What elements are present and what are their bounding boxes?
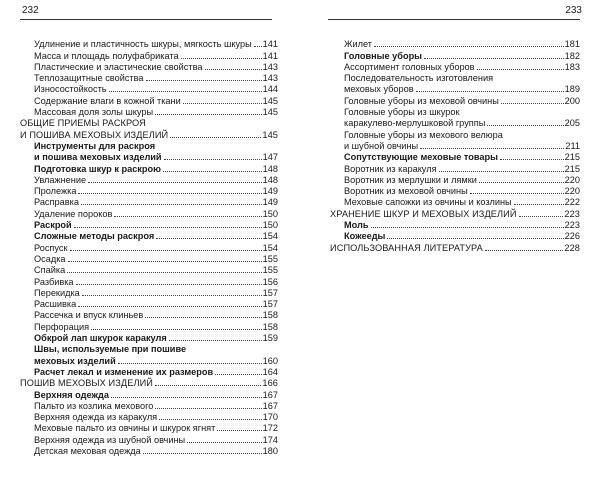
table-of-contents <box>20 38 278 456</box>
toc-entry-title: Удлинение и пластичность шкуры, мягкость шкуры <box>34 39 252 50</box>
toc-entry-page: 205 <box>564 118 580 129</box>
toc-entry-page: 154 <box>262 242 278 253</box>
toc-entry-page: 145 <box>262 129 278 140</box>
toc-entry <box>330 128 580 139</box>
toc-entry-title: Удаление пороков <box>34 208 113 219</box>
toc-entry-page: 189 <box>564 84 580 95</box>
dot-leader <box>254 46 262 47</box>
toc-entry <box>20 388 278 399</box>
toc-entry <box>330 94 580 105</box>
toc-entry-page: 167 <box>262 389 278 400</box>
toc-entry-title: Расшивка <box>34 299 77 310</box>
toc-entry-title: Жилет <box>344 39 372 50</box>
toc-entry <box>20 422 278 433</box>
toc-entry-page: 158 <box>262 321 278 332</box>
toc-entry <box>20 61 278 72</box>
toc-entry <box>20 433 278 444</box>
toc-entry-title: Головные уборы из меховой овчины <box>344 95 499 106</box>
toc-entry-page: 149 <box>262 197 278 208</box>
dot-leader <box>170 137 261 138</box>
toc-entry <box>20 83 278 94</box>
toc-entry-page: 144 <box>262 84 278 95</box>
toc-entry-title: Рассечка и впуск клиньев <box>34 310 144 321</box>
toc-section-entry <box>330 207 580 218</box>
toc-entry-page: 157 <box>262 299 278 310</box>
toc-entry-title: Износостойкость <box>34 84 107 95</box>
toc-entry-title: Роспуск <box>34 242 68 253</box>
toc-entry-title: Увлажнение <box>34 174 87 185</box>
toc-entry-title: Массовая доля золы шкуры <box>34 107 154 118</box>
toc-entry-title: и шубной овчины <box>344 140 419 151</box>
toc-entry-page: 145 <box>262 95 278 106</box>
toc-entry <box>20 320 278 331</box>
toc-entry <box>20 49 278 60</box>
table-of-contents <box>330 38 580 253</box>
toc-entry-page: 183 <box>564 61 580 72</box>
toc-entry-page: 157 <box>262 287 278 298</box>
toc-entry-title: каракулево-мерлушковой группы <box>344 118 486 129</box>
toc-entry <box>330 151 580 162</box>
toc-entry-page: 215 <box>564 163 580 174</box>
toc-entry <box>330 72 580 83</box>
dot-leader <box>145 317 261 318</box>
dot-leader <box>82 295 262 296</box>
toc-entry-title: Подготовка шкур к раскрою <box>34 163 161 174</box>
dot-leader <box>374 46 564 47</box>
dot-leader <box>68 261 262 262</box>
toc-entry-title: ИСПОЛЬЗОВАННАЯ ЛИТЕРАТУРА <box>330 242 483 253</box>
toc-entry-page: 156 <box>262 276 278 287</box>
toc-entry-page: 158 <box>262 310 278 321</box>
toc-entry <box>330 219 580 230</box>
toc-entry-title: Осадка <box>34 253 66 264</box>
dot-leader <box>118 363 262 364</box>
dot-leader <box>78 306 261 307</box>
dot-leader <box>514 204 564 205</box>
dot-leader <box>74 227 262 228</box>
dot-leader <box>187 442 262 443</box>
dot-leader <box>477 69 564 70</box>
toc-entry-title: Пролежка <box>34 186 77 197</box>
dot-leader <box>111 397 262 398</box>
dot-leader <box>387 238 563 239</box>
toc-entry <box>330 106 580 117</box>
toc-entry <box>20 343 278 354</box>
toc-entry-page: 160 <box>262 355 278 366</box>
dot-leader <box>500 159 564 160</box>
dot-leader <box>91 329 262 330</box>
toc-entry-page: 172 <box>262 423 278 434</box>
toc-entry-title: меховых изделий <box>34 355 116 366</box>
toc-entry-title: Сопутствующие меховые товары <box>344 152 498 163</box>
toc-entry-page: 155 <box>262 253 278 264</box>
toc-entry-page: 155 <box>262 265 278 276</box>
toc-entry <box>20 241 278 252</box>
dot-leader <box>159 419 262 420</box>
toc-entry <box>20 400 278 411</box>
toc-entry <box>20 332 278 343</box>
dot-leader <box>163 171 262 172</box>
toc-entry <box>20 94 278 105</box>
toc-entry <box>20 298 278 309</box>
dot-leader <box>67 272 261 273</box>
toc-entry-title: и пошива меховых изделий <box>34 152 162 163</box>
dot-leader <box>424 58 564 59</box>
toc-entry <box>330 174 580 185</box>
toc-entry-title: И ПОШИВА МЕХОВЫХ ИЗДЕЛИЙ <box>20 129 169 140</box>
toc-entry <box>330 83 580 94</box>
toc-entry <box>20 264 278 275</box>
toc-entry-page: 154 <box>262 231 278 242</box>
toc-entry <box>20 219 278 230</box>
toc-entry-page: 147 <box>262 152 278 163</box>
toc-entry <box>20 309 278 320</box>
toc-entry-page: 220 <box>564 174 580 185</box>
header-rule <box>20 19 272 20</box>
dot-leader <box>88 182 262 183</box>
toc-entry-title: Верхняя одежда из шубной овчины <box>34 434 186 445</box>
toc-entry-title: Головные уборы <box>344 50 423 61</box>
toc-entry-page: 222 <box>564 197 580 208</box>
dot-leader <box>183 103 262 104</box>
toc-entry-title: Обкрой лап шкурок каракуля <box>34 333 167 344</box>
toc-entry-title: Перекидка <box>34 287 80 298</box>
toc-entry-title: ПОШИВ МЕХОВЫХ ИЗДЕЛИЙ <box>20 378 153 389</box>
dot-leader <box>70 250 262 251</box>
toc-entry <box>330 196 580 207</box>
toc-entry-page: 143 <box>262 73 278 84</box>
toc-entry-title: Перфорация <box>34 321 90 332</box>
toc-section-entry <box>20 117 278 128</box>
toc-entry-title: Детская меховая одежда <box>34 445 141 456</box>
toc-entry-page: 223 <box>564 220 580 231</box>
dot-leader <box>215 374 262 375</box>
toc-entry-page: 141 <box>262 39 278 50</box>
toc-entry-page: 150 <box>262 220 278 231</box>
toc-entry-title: Пластические и эластические свойства <box>34 61 203 72</box>
toc-entry-page: 215 <box>564 152 580 163</box>
dot-leader <box>205 69 262 70</box>
toc-entry-title: Воротник из мерлушки и лямки <box>344 174 477 185</box>
toc-entry-title: Моль <box>344 220 369 231</box>
toc-entry <box>20 354 278 365</box>
toc-entry-page: 174 <box>262 434 278 445</box>
toc-entry-title: Верхняя одежда <box>34 389 109 400</box>
toc-entry <box>330 49 580 60</box>
toc-entry-title: Воротник из меховой овчины <box>344 186 468 197</box>
dot-leader <box>78 193 261 194</box>
toc-entry-page: 150 <box>262 208 278 219</box>
toc-entry-title: Раскрой <box>34 220 72 231</box>
toc-entry <box>20 275 278 286</box>
toc-entry-page: 143 <box>262 61 278 72</box>
toc-entry-page: 141 <box>262 50 278 61</box>
toc-entry-page: 220 <box>564 186 580 197</box>
dot-leader <box>169 340 262 341</box>
toc-entry-title: Ассортимент головных уборов <box>344 61 475 72</box>
dot-leader <box>76 284 262 285</box>
dot-leader <box>164 159 262 160</box>
toc-entry <box>20 196 278 207</box>
toc-entry-page: 148 <box>262 174 278 185</box>
toc-entry-title: меховых уборов <box>344 84 414 95</box>
dot-leader <box>519 216 564 217</box>
toc-entry <box>20 253 278 264</box>
page-number: 233 <box>565 5 582 16</box>
dot-leader <box>109 91 262 92</box>
toc-entry <box>330 38 580 49</box>
toc-entry-title: ОБЩИЕ ПРИЕМЫ РАСКРОЯ <box>20 118 146 129</box>
toc-entry-page: 181 <box>564 39 580 50</box>
toc-entry <box>330 140 580 151</box>
dot-leader <box>156 238 261 239</box>
toc-entry <box>20 366 278 377</box>
right-page <box>300 0 600 491</box>
toc-entry <box>330 185 580 196</box>
toc-entry-page: 167 <box>262 400 278 411</box>
toc-entry-title: Спайка <box>34 265 66 276</box>
toc-entry-title: Разбивка <box>34 276 74 287</box>
dot-leader <box>416 91 564 92</box>
toc-entry-title: ХРАНЕНИЕ ШКУР И МЕХОВЫХ ИЗДЕЛИЙ <box>330 208 517 219</box>
toc-entry-title: Содержание влаги в кожной ткани <box>34 95 181 106</box>
dot-leader <box>155 114 262 115</box>
toc-entry <box>20 230 278 241</box>
toc-entry-page: 149 <box>262 186 278 197</box>
toc-entry-title: Пальто из козлика мехового <box>34 400 154 411</box>
toc-entry <box>20 106 278 117</box>
toc-entry-page: 159 <box>262 333 278 344</box>
toc-entry-title: Воротник из каракуля <box>344 163 437 174</box>
toc-entry <box>20 174 278 185</box>
toc-entry-page: 166 <box>262 378 278 389</box>
dot-leader <box>217 430 261 431</box>
dot-leader <box>420 148 564 149</box>
toc-entry-page: 145 <box>262 107 278 118</box>
toc-entry <box>20 445 278 456</box>
dot-leader <box>155 385 261 386</box>
dot-leader <box>470 193 564 194</box>
toc-entry-page: 211 <box>565 140 580 151</box>
toc-entry-title: Последовательность изготовления <box>344 73 494 84</box>
toc-entry-title: Масса и площадь полуфабриката <box>34 50 179 61</box>
toc-entry <box>20 72 278 83</box>
dot-leader <box>81 204 262 205</box>
toc-entry-title: Верхняя одежда из каракуля <box>34 412 158 423</box>
toc-entry <box>20 38 278 49</box>
toc-entry <box>20 140 278 151</box>
toc-entry-page: 200 <box>564 95 580 106</box>
toc-entry <box>20 151 278 162</box>
header-rule <box>328 19 580 20</box>
toc-entry-page: 170 <box>262 412 278 423</box>
toc-entry <box>20 287 278 298</box>
dot-leader <box>439 171 564 172</box>
toc-entry <box>330 230 580 241</box>
toc-section-entry <box>20 128 278 139</box>
toc-entry-title: Головные уборы из мехового велюра <box>344 129 503 140</box>
dot-leader <box>143 453 262 454</box>
toc-entry <box>330 61 580 72</box>
toc-entry-page: 223 <box>564 208 580 219</box>
toc-entry-title: Меховые пальто из овчины и шкурок ягнят <box>34 423 216 434</box>
toc-entry <box>20 162 278 173</box>
toc-entry-title: Головные уборы из шкурок <box>344 107 460 118</box>
toc-entry <box>330 162 580 173</box>
dot-leader <box>485 250 564 251</box>
dot-leader <box>501 103 564 104</box>
toc-entry-page: 226 <box>564 231 580 242</box>
toc-entry <box>20 207 278 218</box>
toc-entry <box>20 411 278 422</box>
toc-entry-title: Сложные методы раскроя <box>34 231 155 242</box>
toc-entry-title: Расчет лекал и изменение их размеров <box>34 366 214 377</box>
toc-entry-page: 148 <box>262 163 278 174</box>
toc-section-entry <box>20 377 278 388</box>
dot-leader <box>146 80 262 81</box>
toc-entry-title: Теплозащитные свойства <box>34 73 144 84</box>
toc-entry <box>330 117 580 128</box>
toc-entry-title: Швы, используемые при пошиве <box>34 344 187 355</box>
dot-leader <box>479 182 564 183</box>
dot-leader <box>155 408 261 409</box>
toc-entry-page: 164 <box>262 366 278 377</box>
page-number: 232 <box>22 5 39 16</box>
toc-entry-title: Кожееды <box>344 231 386 242</box>
toc-entry <box>20 185 278 196</box>
toc-section-entry <box>330 241 580 252</box>
dot-leader <box>371 227 564 228</box>
dot-leader <box>181 58 262 59</box>
toc-entry-page: 182 <box>564 50 580 61</box>
toc-entry-page: 228 <box>564 242 580 253</box>
dot-leader <box>487 125 563 126</box>
toc-entry-page: 180 <box>262 445 278 456</box>
toc-entry-title: Меховые сапожки из овчины и козлины <box>344 197 512 208</box>
dot-leader <box>114 216 261 217</box>
toc-entry-title: Расправка <box>34 197 79 208</box>
toc-entry-title: Инструменты для раскроя <box>34 140 156 151</box>
